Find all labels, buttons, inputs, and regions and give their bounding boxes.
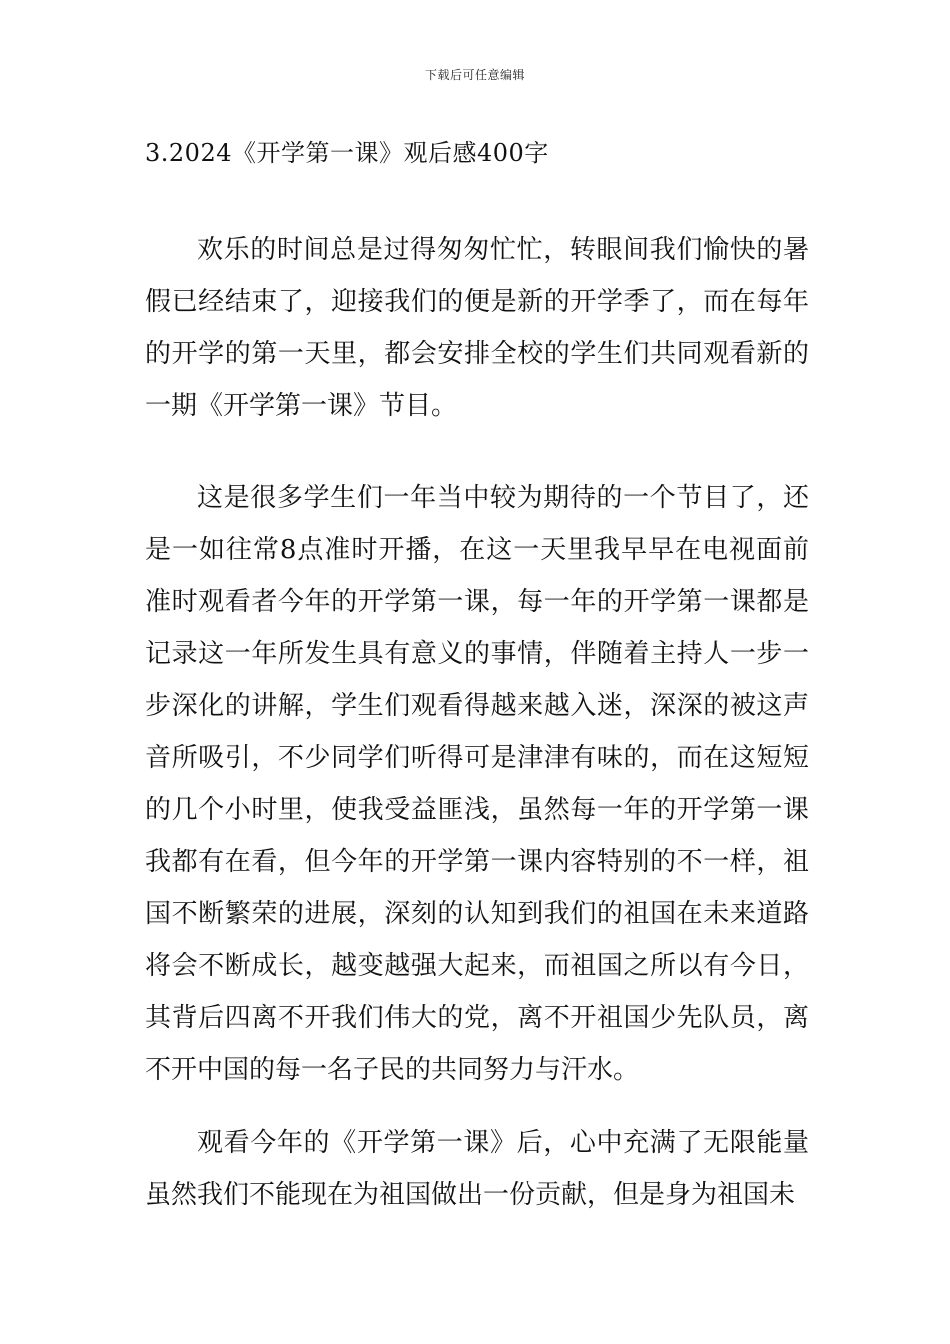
paragraph-1: 欢乐的时间总是过得匆匆忙忙，转眼间我们愉快的暑假已经结束了，迎接我们的便是新的开学季了，而在每年的开学的第一天里，都会安排全校的学生们共同观看新的一期《开学第一课》节目。 [145, 235, 809, 421]
header-note: 下载后可任意编辑 [424, 68, 525, 82]
document-title: 3.2024《开学第一课》观后感400字 [145, 139, 549, 167]
paragraph-2: 这是很多学生们一年当中较为期待的一个节目了，还是一如往常8点准时开播，在这一天里我早早在电视面前准时观看者今年的开学第一课，每一年的开学第一课都是记录这一年所发生具有意义的事情，伴随着主持人一步一步深化的讲解，学生们观看得越来越入迷，深深的被这声音所吸引，不少同学们听得可是津津有味的，而在这短短的几个小时里，使我受益匪浅，虽然每一年的开学第一课我都有在看，但今年的开学第一课内容特别的不一样，祖国不断繁荣的进展，深刻的认知到我们的祖国在未来道路将会不断成长，越变越强大起来，而祖国之所以有今日，其背后四离不开我们伟大的党，离不开祖国少先队员，离不开中国的每一名子民的共同努力与汗水。 [145, 483, 809, 1085]
paragraph-3: 观看今年的《开学第一课》后，心中充满了无限能量虽然我们不能现在为祖国做出一份贡献，但是身为祖国未 [145, 1128, 809, 1210]
